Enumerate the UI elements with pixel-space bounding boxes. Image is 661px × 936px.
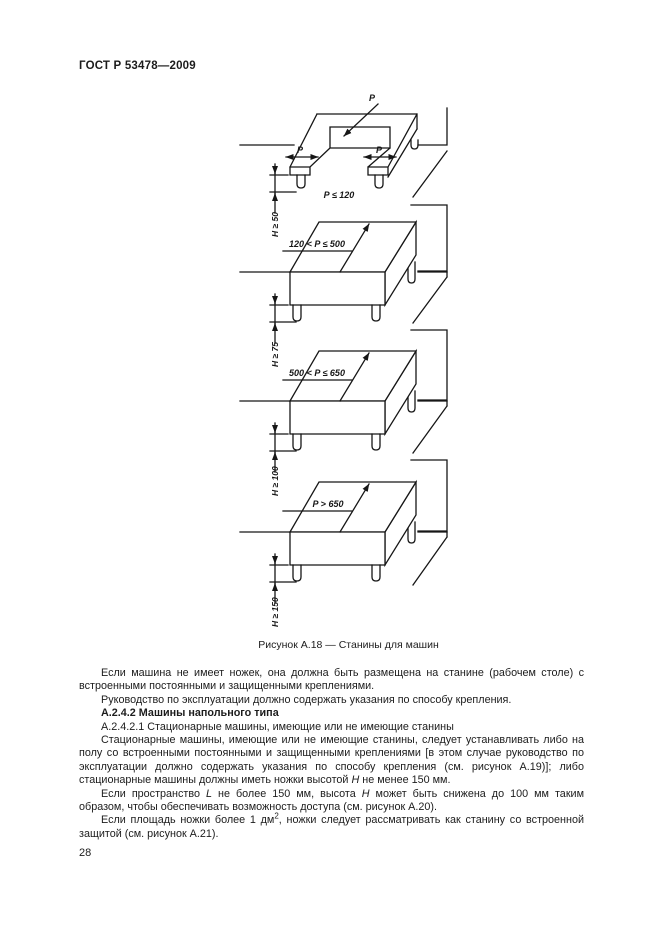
paragraph-manual: Руководство по эксплуатации должно содержать указания по способу крепления. bbox=[101, 693, 512, 706]
p-range-label-4: P > 650 bbox=[312, 499, 344, 509]
machine-drawing-2 bbox=[240, 222, 447, 367]
h-min-label-4: H ≥ 150 bbox=[270, 597, 280, 627]
figure-a18-drawing bbox=[238, 88, 450, 633]
p-range-label-3: 500 < P ≤ 650 bbox=[289, 368, 345, 378]
variable-h: H bbox=[361, 787, 370, 800]
paragraph-stationary-machines bbox=[79, 734, 584, 788]
h-min-label-3: H ≥ 100 bbox=[270, 466, 280, 496]
text-segment: может быть снижена до 100 мм таким образом, чтобы обеспечивать возможность доступа (см. рисунок А.20). bbox=[79, 787, 584, 814]
h-min-label-1: H ≥ 50 bbox=[270, 212, 280, 237]
prong-width-label-left: P bbox=[296, 145, 304, 155]
text-segment: не менее 150 мм. bbox=[359, 774, 451, 787]
text-segment: Стационарные машины, имеющие или не имеющие станины, следует устанавливать либо на полу со встроенными постоянными и защищенными креплениями [в этом случае руководство по эксплуатации должно содержать указания по способу крепления (см. рисунок А.19)]; либо стационарные машины должны иметь ножки высотой bbox=[79, 734, 584, 787]
paragraph-fastening: Если машина не имеет ножек, она должна быть размещена на станине (рабочем столе) с встроенными постоянными и защищенными креплениями. bbox=[79, 667, 584, 693]
p-range-label-1: P ≤ 120 bbox=[323, 190, 355, 200]
text-segment: Если пространство bbox=[101, 787, 206, 800]
h-min-label-2: H ≥ 75 bbox=[270, 342, 280, 367]
standard-number-header: ГОСТ Р 53478—2009 bbox=[79, 60, 196, 72]
variable-h: H bbox=[351, 774, 360, 787]
variable-l: L bbox=[205, 787, 212, 800]
text-segment: , ножки следует рассматривать как станину со встроенной защитой (см. рисунок А.21). bbox=[79, 814, 584, 840]
load-arrow bbox=[344, 104, 378, 136]
page-number: 28 bbox=[79, 847, 92, 859]
clause-a2-4-2-1: А.2.4.2.1 Стационарные машины, имеющие или не имеющие станины bbox=[101, 720, 454, 733]
p-range-label-2: 120 < P ≤ 500 bbox=[289, 239, 345, 249]
section-heading-a2-4-2: А.2.4.2 Машины напольного типа bbox=[101, 707, 279, 720]
superscript-2: 2 bbox=[274, 811, 279, 821]
load-arrow-label: P bbox=[368, 93, 376, 103]
paragraph-leg-area bbox=[79, 811, 584, 841]
figure-caption: Рисунок А.18 — Станины для машин bbox=[258, 639, 439, 651]
legs bbox=[297, 140, 418, 188]
body-text bbox=[79, 667, 584, 841]
u-frame-outline bbox=[290, 114, 417, 177]
prong-width-label-right: P bbox=[375, 145, 383, 155]
machine-drawing-3 bbox=[240, 351, 447, 496]
machine-drawing-1 bbox=[240, 93, 418, 237]
text-segment: Если площадь ножки более 1 дм bbox=[101, 814, 275, 827]
text-segment: не более 150 мм, высота bbox=[211, 787, 362, 800]
machine-drawing-4 bbox=[240, 482, 447, 627]
paragraph-space-l bbox=[79, 788, 584, 815]
